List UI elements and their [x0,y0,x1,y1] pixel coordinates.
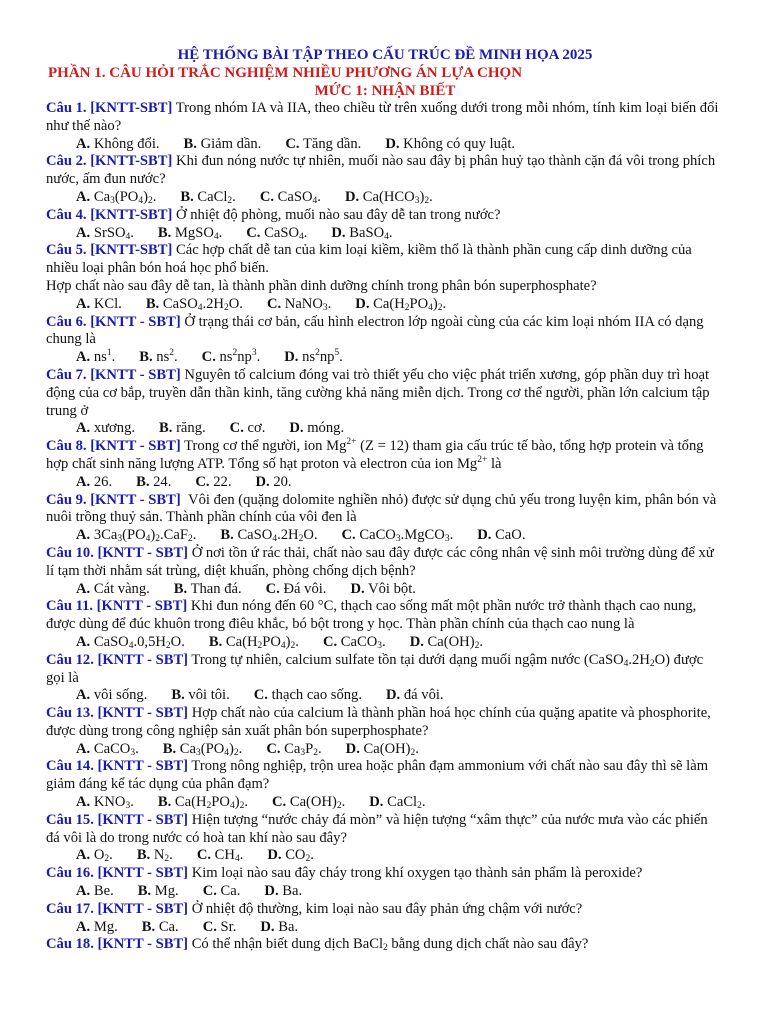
option-letter: A. [76,794,91,811]
question-text [46,598,724,634]
option-letter: C. [229,420,244,437]
question-body: Hiện tượng “nước chảy đá mòn” và hiện tượng “xâm thực” của nước mưa vào các phiến đá vôi là do trong nước có hoà tan khí nào sau đây? [46,811,708,846]
option-letter: B. [173,580,188,597]
answer-option [76,527,196,545]
option-text: Đá vôi. [279,580,327,597]
answer-option [331,225,392,243]
option-text: $Ca(OH)_2$. [423,633,483,651]
answer-option [355,296,446,314]
option-text: Tăng dần. [299,135,362,152]
option-text: Không đổi. [90,135,160,152]
option-text: $Ca_3(PO_4)_2$. [90,188,157,206]
answer-option [76,741,139,759]
option-text: vôi sống. [90,687,148,704]
option-letter: B. [145,295,160,312]
answer-option [180,189,235,207]
option-letter: A. [76,527,91,544]
answer-option [76,883,114,901]
option-letter: B. [136,473,150,490]
option-text: cơ. [243,420,266,437]
answer-option [386,687,444,705]
answer-options [46,225,724,243]
answer-option [136,474,171,492]
answer-option [266,581,327,599]
option-letter: B. [139,349,153,366]
answer-option [289,420,344,438]
answer-option [76,687,147,705]
option-letter: B. [136,847,151,864]
question-body: Khi đun nóng nước tự nhiên, muối nào sau đây bị phân huỷ tạo thành cặn đá vôi trong phích nước, ấm đun nước? [46,153,716,188]
option-letter: B. [137,883,152,900]
option-letter: A. [76,349,91,366]
answer-option [246,225,307,243]
option-letter: D. [385,135,400,152]
answer-option [76,349,115,367]
option-letter: A. [76,633,91,650]
option-letter: D. [355,295,370,312]
option-letter: D. [344,188,360,205]
option-text: Ba. [278,883,303,900]
option-text: đá vôi. [400,687,444,704]
option-text: $Ca_3P_2$. [280,740,322,758]
option-text: CaSO$_4$. [260,224,308,242]
option-letter: D. [260,918,275,935]
option-letter: D. [267,847,282,864]
question-body: Ở nhiệt độ thường, kim loại nào sau đây phản ứng chậm với nước? [188,900,583,917]
answer-option [146,296,243,314]
option-text: 26. [90,473,113,490]
option-letter: A. [76,847,91,864]
option-text: $ns^2$. [152,348,178,366]
answer-option [76,847,113,865]
question-label: Câu 11. [KNTT - SBT] [46,598,188,615]
option-text: $Ca(HCO_3)_2$. [359,188,433,206]
question-label: Câu 9. [KNTT - SBT] [46,491,181,508]
option-text: Vôi bột. [364,580,416,597]
option-text: KCl. [90,295,122,312]
answer-option [209,634,299,652]
question-text [46,100,724,136]
answer-options [46,474,724,492]
option-letter: D. [289,420,304,437]
option-letter: A. [76,135,91,152]
option-text: Ca. [155,918,179,935]
answer-options [46,794,724,812]
answer-option [76,794,134,812]
answer-option [410,634,483,652]
question-label: Câu 10. [KNTT - SBT] [46,544,189,561]
option-text: 22. [209,473,232,490]
option-letter: D. [345,740,360,757]
option-text: Giảm dần. [196,135,262,152]
question-text [46,438,724,474]
question-label: Câu 2. [KNTT-SBT] [46,153,173,170]
question-text [46,936,724,954]
option-text: $Ca(OH)_2$. [286,794,346,812]
question-text [46,492,724,528]
option-letter: D. [369,794,384,811]
option-letter: D. [477,527,492,544]
answer-option [163,741,243,759]
answer-option [264,883,302,901]
option-letter: B. [171,687,185,704]
question-label: Câu 14. [KNTT - SBT] [46,758,189,775]
question-body: Trong nhóm IA và IIA, theo chiều từ trên xuống dưới trong mỗi nhóm, tính kim loại biến đổi như thế nào? [46,100,719,134]
option-text: CaO. [491,527,526,544]
answer-option [254,687,362,705]
answer-option [345,189,433,207]
answer-option [346,741,419,759]
question-body: Các hợp chất dễ tan của kim loại kiềm, kiềm thổ là thành phần cung cấp dinh dưỡng của nhiều loại phân bón hoá học phổ biến. Hợp chất nào sau đây dễ tan, là thành phần dinh dưỡng chính trong phân bón superphosphate? [46,242,692,294]
option-letter: A. [76,740,91,757]
option-text: $ns^1$. [90,348,116,366]
answer-option [76,296,122,314]
answer-option [285,136,361,154]
answer-option [158,794,248,812]
option-letter: C. [253,687,268,704]
option-letter: B. [208,633,223,650]
answer-option [142,919,179,937]
question-label: Câu 15. [KNTT - SBT] [46,811,189,828]
option-letter: A. [76,883,91,900]
option-text: $Ca(H_2PO_4)_2$. [369,295,447,313]
answer-option [369,794,425,812]
answer-option [202,349,261,367]
question-label: Câu 4. [KNTT-SBT] [46,206,173,223]
question-text [46,207,724,225]
answer-options [46,883,724,901]
option-letter: D. [350,580,365,597]
question-label: Câu 16. [KNTT - SBT] [46,865,189,882]
answer-option [171,687,229,705]
option-text: Không có quy luật. [399,135,516,152]
question-text [46,652,724,688]
answer-options [46,349,724,367]
option-text: $N_2$. [150,847,173,865]
answer-options [46,420,724,438]
option-letter: D. [409,633,424,650]
option-letter: B. [162,740,177,757]
option-letter: B. [157,794,172,811]
option-letter: C. [202,883,217,900]
option-text: NaNO$_3$. [281,295,332,313]
answer-option [323,634,386,652]
question-text [46,242,724,295]
question-label: Câu 13. [KNTT - SBT] [46,705,189,722]
answer-options [46,919,724,937]
option-text: $3Ca_3(PO_4)_2.CaF_2$. [90,527,197,545]
answer-options [46,136,724,154]
question-label: Câu 8. [KNTT - SBT] [46,438,181,455]
answer-option [197,847,244,865]
option-text: CaCO$_3$. [90,740,139,758]
question-body: Trong tự nhiên, calcium sulfate tồn tại dưới dạng muối ngậm nước $(CaSO_4.2H_2O)$ được gọi là [46,651,704,686]
answer-option [266,741,321,759]
answer-option [203,883,241,901]
option-letter: A. [76,918,91,935]
option-letter: C. [195,473,210,490]
option-text: MgSO$_4$. [171,224,223,242]
option-text: $CaSO_4.2H_2O$. [233,527,318,545]
question-text [46,705,724,741]
answer-option [159,420,206,438]
question-text [46,314,724,350]
option-letter: D. [264,883,279,900]
answer-option [477,527,525,545]
question-label: Câu 5. [KNTT-SBT] [46,242,173,259]
question-label: Câu 1. [KNTT-SBT] [46,100,173,116]
answer-option [284,349,343,367]
answer-option [76,581,150,599]
option-letter: C. [266,740,281,757]
option-letter: C. [285,135,300,152]
option-letter: C. [202,918,217,935]
option-text: 20. [269,473,292,490]
option-text: $ns^2np^5$. [298,348,343,366]
option-letter: B. [157,224,172,241]
option-text: $Ca(H_2PO_4)_2$. [171,794,248,812]
answer-option [184,136,262,154]
option-letter: C. [266,295,282,312]
option-text: móng. [303,420,345,437]
option-letter: C. [265,580,280,597]
question-text [46,865,724,883]
document-title: HỆ THỐNG BÀI TẬP THEO CẤU TRÚC ĐỀ MINH HỌA 2025 [177,47,593,63]
question-label: Câu 6. [KNTT - SBT] [46,313,181,330]
option-text: Ba. [274,918,299,935]
option-letter: C. [246,224,261,241]
question-body: Có thể nhận biết dung dịch BaCl$_2$ bằng dung dịch chất nào sau đây? [188,936,589,954]
option-text: răng. [172,420,206,437]
question-text [46,812,724,848]
question-body: Ở trạng thái cơ bản, cấu hình electron lớp ngoài cùng của các kim loại nhóm IIA có dạng chung là [46,313,704,348]
option-letter: D. [255,473,270,490]
answer-options [46,296,724,314]
option-letter: C. [322,633,338,650]
option-letter: B. [159,420,173,437]
option-letter: A. [76,224,91,241]
option-letter: C. [271,794,287,811]
option-text: $CO_2$. [281,847,314,865]
option-text: $CaSO_4.2H_2O$. [159,295,243,313]
answer-options [46,741,724,759]
option-letter: A. [76,687,91,704]
option-text: $CH_4$. [211,847,244,865]
question-body: Ở nhiệt độ phòng, muối nào sau đây dễ tan trong nước? [172,206,501,223]
option-text: vôi tôi. [184,687,230,704]
option-text: Sr. [216,918,237,935]
option-text: $Ca_3(PO_4)_2$. [176,740,243,758]
answer-option [385,136,515,154]
answer-option [255,474,291,492]
question-list [46,100,724,954]
answer-options [46,189,724,207]
option-text: Mg. [90,918,118,935]
option-text: SrSO$_4$. [90,224,134,242]
option-letter: C. [259,188,275,205]
question-text [46,545,724,581]
question-body: Trong nông nghiệp, trộn urea hoặc phân đạm ammonium với chất nào sau đây thì sẽ làm giảm đáng kể tác dụng của phân đạm? [46,758,709,793]
option-text: 24. [149,473,172,490]
answer-option [174,581,242,599]
question-body: Ở nơi tồn ứ rác thải, chất nào sau đây được các công nhân vệ sinh môi trường dùng để xử lí tạm thời nhằm sát trùng, diệt khuẩn, phòng chống dịch bệnh? [46,544,714,579]
option-text: CaCl$_2$. [383,794,426,812]
option-text: xương. [90,420,136,437]
option-text: BaSO$_4$. [345,224,393,242]
answer-options [46,527,724,545]
answer-option [76,634,185,652]
answer-option [76,474,112,492]
option-letter: A. [76,295,91,312]
answer-options [46,847,724,865]
option-letter: B. [141,918,156,935]
option-letter: C. [341,527,356,544]
option-text: $ns^2np^3$. [215,348,261,366]
question-label: Câu 18. [KNTT - SBT] [46,936,189,953]
answer-option [272,794,345,812]
question-text [46,901,724,919]
option-letter: B. [180,188,194,205]
question-text [46,367,724,420]
question-body: Hợp chất nào của calcium là thành phần hoá học chính của quặng apatite và phosphorite, được dùng trong công nghiệp sản xuất phân bón superphosphate? [46,705,711,739]
question-label: Câu 17. [KNTT - SBT] [46,900,189,917]
answer-option [350,581,415,599]
question-body: Kim loại nào sau đây cháy trong khí oxygen tạo thành sản phẩm là peroxide? [188,865,643,882]
question-body: Trong cơ thể người, ion $Mg^{2+}$ (Z = 12) tham gia cấu trúc tế bào, tổng hợp protein và tổng hợp chất sinh năng lượng ATP. Tổng số hạt proton và electron của ion $Mg^{2+}$ là [46,437,704,472]
question-label: Câu 7. [KNTT - SBT] [46,366,181,383]
option-text: Than đá. [187,580,242,597]
answer-option [267,296,331,314]
answer-options [46,687,724,705]
question-body: Nguyên tố calcium đóng vai trò thiết yếu cho việc phát triển xương, góp phần duy trì hoạt động của cơ bắp, truyền dẫn thần kinh, tăng cường khả năng miễn dịch. Trong cơ thể người, phần lớn calcium tập trung ở [46,366,710,419]
answer-option [342,527,454,545]
option-text: Be. [90,883,114,900]
option-letter: B. [183,135,197,152]
question-body: Vôi đen (quặng dolomite nghiền nhỏ) được sử dụng chủ yếu trong luyện kim, phân bón và nuôi trồng thuỷ sản. Thành phần chính của vôi đen là [46,491,717,526]
option-text: $Ca(H_2PO_4)_2$. [222,633,299,651]
answer-option [76,919,118,937]
question-text [46,153,724,189]
option-text: CaCO$_3$. [337,633,386,651]
option-letter: D. [331,224,346,241]
option-letter: D. [386,687,401,704]
answer-options [46,581,724,599]
answer-option [267,847,314,865]
answer-option [230,420,266,438]
option-letter: A. [76,580,91,597]
option-letter: C. [196,847,212,864]
level-title: MỨC 1: NHẬN BIẾT [314,83,456,99]
option-text: Ca. [216,883,241,900]
answer-option [260,919,298,937]
option-letter: C. [201,349,216,366]
option-text: thạch cao sống. [267,687,362,704]
answer-option [203,919,237,937]
option-text: $CaSO_4.0,5H_2O$. [90,633,185,651]
answer-option [76,225,134,243]
option-text: Mg. [151,883,179,900]
option-text: CaCO$_3$.MgCO$_3$. [355,527,454,545]
option-text: $O_2$. [90,847,113,865]
option-text: $Ca(OH)_2$. [359,740,419,758]
option-letter: D. [284,349,299,366]
answer-option [220,527,317,545]
question-body: Khi đun nóng đến 60 °C, thạch cao sống mất một phần nước trở thành thạch cao nung, được dùng để đúc khuôn trong điêu khắc, bó bột trong y học. Thàn phần chính của thạch cao nung là [46,598,697,633]
answer-option [138,883,179,901]
answer-option [139,349,177,367]
option-letter: A. [76,188,91,205]
answer-options [46,634,724,652]
answer-option [158,225,222,243]
question-text [46,758,724,794]
answer-option [195,474,231,492]
option-text: CaSO$_4$. [274,188,321,206]
option-letter: A. [76,420,91,437]
answer-option [76,420,135,438]
option-letter: A. [76,473,91,490]
option-text: CaCl$_2$. [193,188,236,206]
answer-option [76,136,160,154]
option-text: Cát vàng. [90,580,150,597]
question-label: Câu 12. [KNTT - SBT] [46,651,189,668]
answer-option [137,847,173,865]
section-title: PHẦN 1. CÂU HỎI TRẮC NGHIỆM NHIỀU PHƯƠNG ÁN LỰA CHỌN [48,65,523,81]
answer-option [76,189,156,207]
answer-option [260,189,321,207]
option-text: $KNO_3$. [90,794,134,812]
option-letter: B. [220,527,234,544]
